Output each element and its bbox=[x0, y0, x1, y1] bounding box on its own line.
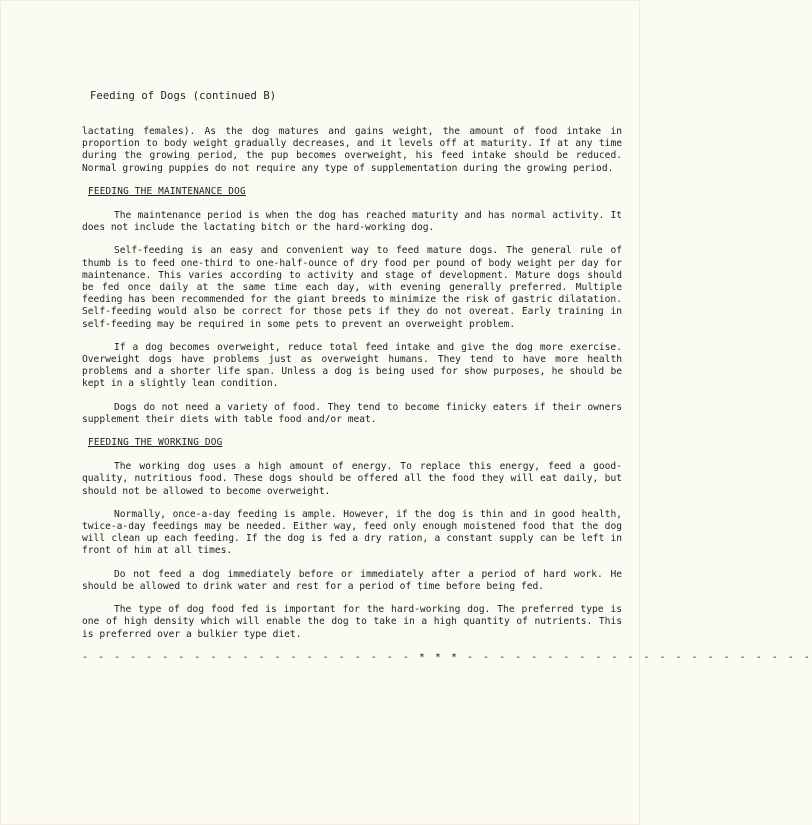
section-heading-working: FEEDING THE WORKING DOG bbox=[88, 437, 223, 449]
working-paragraph-4: The type of dog food fed is important for the hard-working dog. The preferred type is one of high density which will enable the dog to take in a high quantity of nutrients. This is preferred over a bulkier type diet. bbox=[82, 604, 622, 640]
end-divider: - - - - - - - - - - - - - - - - - - - - - * * * - - - - - - - - - - - - - - - - - - - - - - bbox=[82, 651, 812, 663]
maintenance-paragraph-2: Self-feeding is an easy and convenient way to feed mature dogs. The general rule of thumb is to feed one-third to one-half-ounce of dry food per pound of body weight per day for maintenance. This varies according to activity and stage of development. Mature dogs should be fed once daily at the same time each day, with evening generally preferred. Multiple feeding has been recommended for the giant breeds to minimize the risk of gastric dilatation. Self-feeding would also be correct for those pets if they do not overeat. Early training in self-feeding may be required in some pets to prevent an overweight problem. bbox=[82, 245, 622, 330]
working-paragraph-1: The working dog uses a high amount of energy. To replace this energy, feed a good-quality, nutritious food. These dogs should be offered all the food they will eat daily, but should not be allowed to become overweight. bbox=[82, 461, 622, 497]
maintenance-paragraph-3: If a dog becomes overweight, reduce total feed intake and give the dog more exercise. Overweight dogs have problems just as overweight humans. They tend to have more health problems and a shorter life span. Unless a dog is being used for show purposes, he should be kept in a slightly lean condition. bbox=[82, 341, 622, 390]
document-body bbox=[82, 126, 812, 664]
page-header: Feeding of Dogs (continued B) bbox=[90, 90, 277, 102]
maintenance-paragraph-1: The maintenance period is when the dog has reached maturity and has normal activity. It does not include the lactating bitch or the hard-working dog. bbox=[82, 210, 622, 234]
continued-paragraph: lactating females). As the dog matures and gains weight, the amount of food intake in proportion to body weight gradually decreases, and it levels off at maturity. If at any time during the growing period, the pup becomes overweight, his feed intake should be reduced. Normal growing puppies do not require any type of supplementation during the growing period. bbox=[82, 126, 622, 174]
section-heading-maintenance: FEEDING THE MAINTENANCE DOG bbox=[88, 185, 246, 197]
working-paragraph-2: Normally, once-a-day feeding is ample. However, if the dog is thin and in good health, twice-a-day feedings may be needed. Either way, feed only enough moistened food that the dog will clean up each feeding. If the dog is fed a dry ration, a constant supply can be left in front of him at all times. bbox=[82, 508, 622, 557]
working-paragraph-3: Do not feed a dog immediately before or immediately after a period of hard work. He should be allowed to drink water and rest for a period of time before being fed. bbox=[82, 568, 622, 592]
maintenance-paragraph-4: Dogs do not need a variety of food. They tend to become finicky eaters if their owners supplement their diets with table food and/or meat. bbox=[82, 401, 622, 425]
